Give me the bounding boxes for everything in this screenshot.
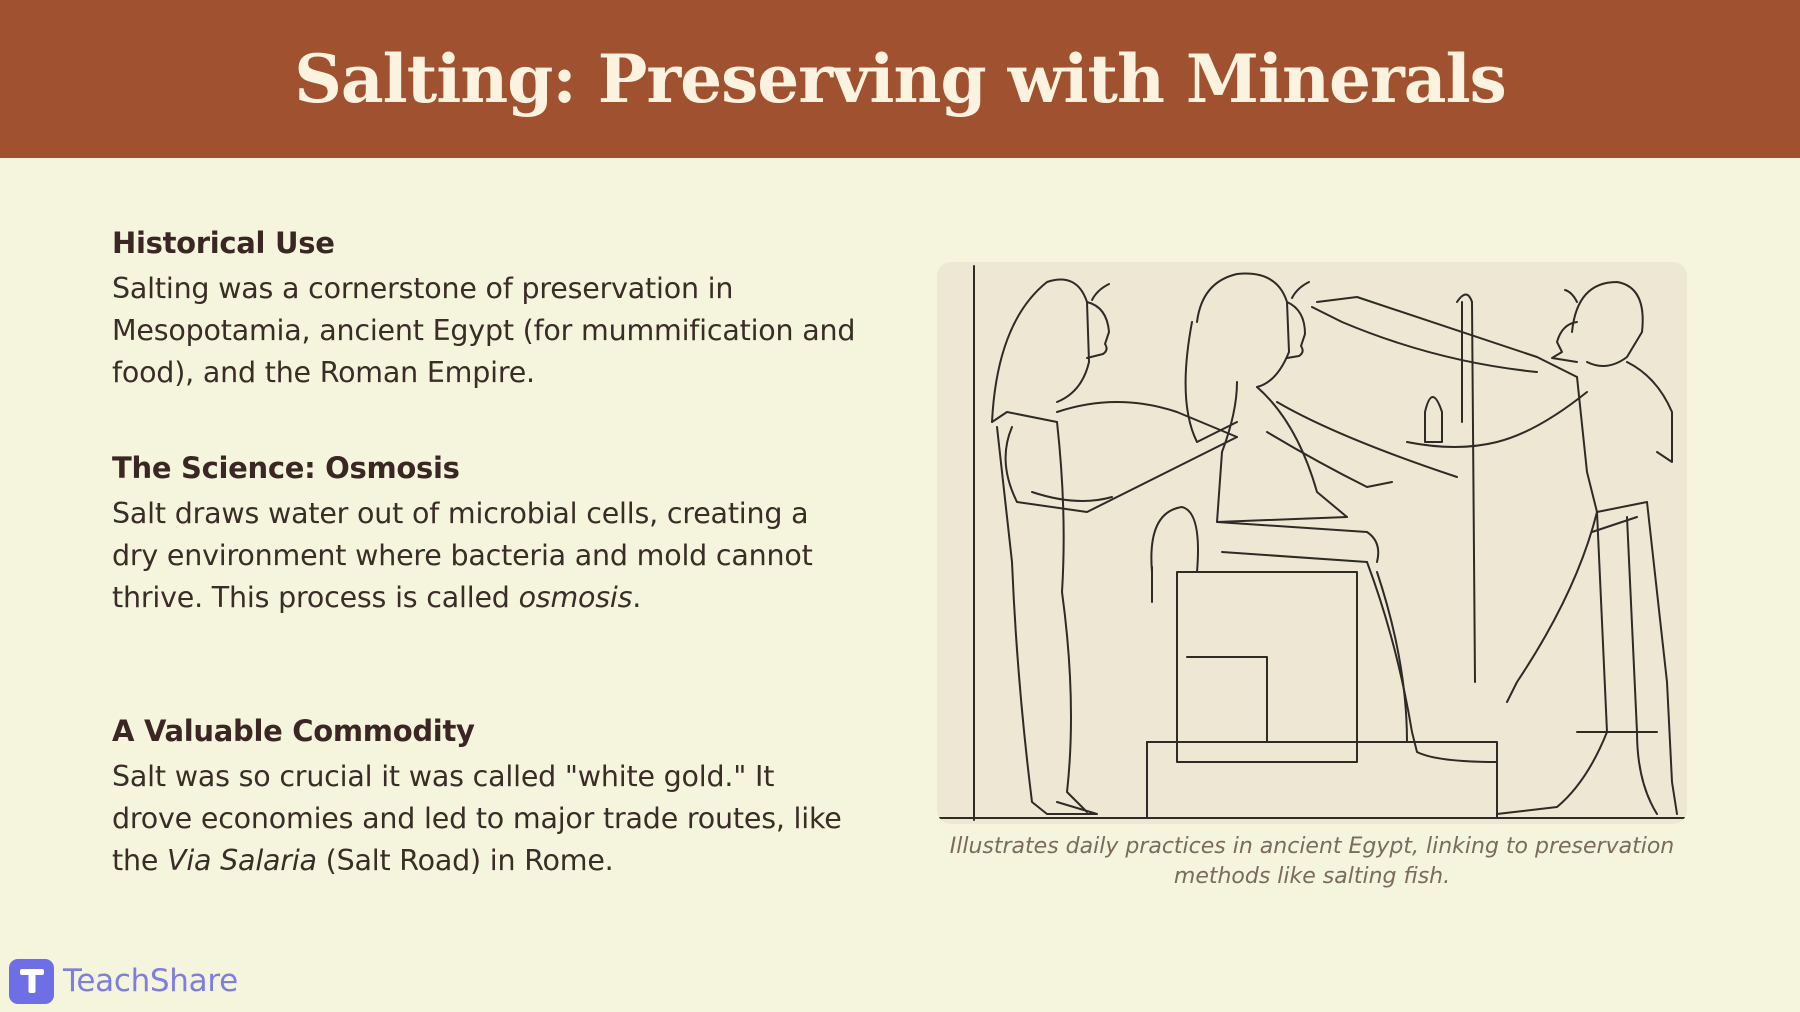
section-body bbox=[112, 493, 862, 619]
teachshare-logo-icon bbox=[9, 959, 54, 1004]
section-science-osmosis bbox=[112, 451, 862, 619]
body-text-end: (Salt Road) in Rome. bbox=[316, 844, 614, 877]
figure-caption: Illustrates daily practices in ancient Egypt, linking to preservation methods like salting fish. bbox=[949, 834, 1675, 889]
body-text: Salt was so crucial it was called "white gold." It drove economies and led to major trade routes, like the bbox=[112, 760, 842, 877]
body-emphasis: Via Salaria bbox=[167, 844, 317, 877]
title-banner bbox=[0, 0, 1800, 158]
body-text: Salt draws water out of microbial cells, creating a dry environment where bacteria and mold cannot thrive. This process is called bbox=[112, 497, 813, 614]
section-body: Salting was a cornerstone of preservation in Mesopotamia, ancient Egypt (for mummification and food), and the Roman Empire. bbox=[112, 272, 856, 389]
logo-glyph bbox=[18, 966, 46, 996]
brand-watermark[interactable] bbox=[9, 958, 238, 1004]
body-text-end: . bbox=[632, 581, 642, 614]
egyptian-relief-image bbox=[937, 262, 1687, 824]
section-valuable-commodity bbox=[112, 714, 862, 882]
brand-name: TeachShare bbox=[63, 963, 238, 999]
section-historical-use bbox=[112, 226, 862, 394]
section-heading: The Science: Osmosis bbox=[112, 451, 460, 485]
section-heading: Historical Use bbox=[112, 226, 335, 260]
egyptian-relief-drawing bbox=[937, 262, 1687, 824]
section-heading: A Valuable Commodity bbox=[112, 714, 475, 748]
section-body bbox=[112, 756, 862, 882]
body-emphasis: osmosis bbox=[518, 581, 633, 614]
slide-title: Salting: Preserving with Minerals bbox=[294, 40, 1506, 118]
